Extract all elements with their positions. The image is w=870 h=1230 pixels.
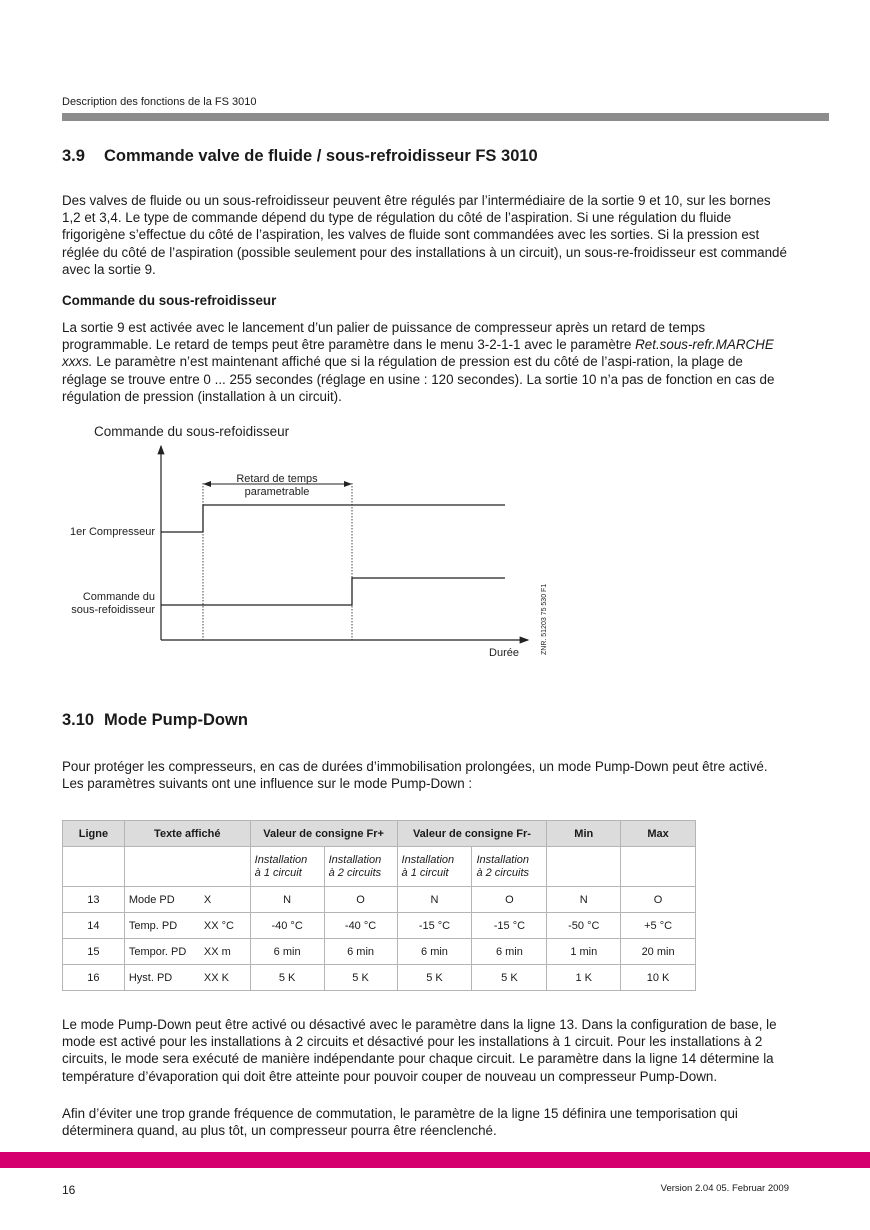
x-axis-label: Durée xyxy=(489,647,519,659)
table-cell xyxy=(472,965,547,991)
table-cell xyxy=(324,965,397,991)
line-number: 16 xyxy=(87,971,100,984)
table-row xyxy=(63,887,696,913)
delay-label: parametrable xyxy=(244,486,310,498)
delay-label: Retard de temps xyxy=(236,473,318,485)
table-row xyxy=(63,939,696,965)
table-cell xyxy=(621,939,696,965)
table-cell xyxy=(397,913,472,939)
table-cell xyxy=(547,965,621,991)
column-header: Texte affiché xyxy=(124,821,250,847)
section-title: Commande valve de fluide / sous-refroidisseur FS 3010 xyxy=(104,147,538,165)
display-unit: XX m xyxy=(203,945,231,958)
value-frp1: 6 min xyxy=(273,945,301,958)
table-cell xyxy=(547,939,621,965)
table-cell xyxy=(124,939,250,965)
text: Installation xyxy=(401,853,455,866)
value-frm1: 5 K xyxy=(426,971,443,984)
line-number: 15 xyxy=(87,945,100,958)
text: Installation xyxy=(254,853,308,866)
table-cell xyxy=(324,887,397,913)
table-cell xyxy=(547,887,621,913)
section-title: Mode Pump-Down xyxy=(104,711,248,729)
table-cell xyxy=(124,965,250,991)
version-info: Version 2.04 05. Februar 2009 xyxy=(660,1183,789,1194)
section-heading-3-10 xyxy=(62,711,248,730)
section-number: 3.10 xyxy=(62,711,95,729)
display-unit: XX °C xyxy=(203,919,234,932)
table-cell xyxy=(324,939,397,965)
value-frm2: -15 °C xyxy=(493,919,526,932)
table-cell xyxy=(621,887,696,913)
table-cell xyxy=(250,965,324,991)
table-cell xyxy=(63,939,125,965)
table-cell xyxy=(63,965,125,991)
paragraph-subcooler xyxy=(62,319,788,405)
value-frm2: O xyxy=(505,893,514,906)
line-number: 14 xyxy=(87,919,100,932)
paragraph-pumpdown-details: Le mode Pump-Down peut être activé ou désactivé avec le paramètre dans la ligne 13. Dans la configuration de base, le mode est activé pour les installations à 2 circuits et désactivé pour les installations à 1 circuit. Pour les installations à 2 circuits, le mode sera exécuté de manière indépendante pour chaque circuit. Le paramètre dans la ligne 14 détermine la température d’évaporation qui doit être atteinte pour pouvoir couper de nouveau un compresseur Pump-Down. xyxy=(62,1017,777,1084)
table-header-row xyxy=(63,821,696,847)
display-unit: X xyxy=(203,893,212,906)
text: à 1 circuit xyxy=(401,866,449,879)
section-number: 3.9 xyxy=(62,147,85,165)
table-cell xyxy=(472,913,547,939)
table-subheader-row xyxy=(63,847,696,887)
section-heading-3-9 xyxy=(62,147,538,166)
table-row xyxy=(63,913,696,939)
value-min: 1 min xyxy=(570,945,598,958)
table-cell xyxy=(124,887,250,913)
display-text: Temp. PD xyxy=(128,919,178,932)
value-max: 20 min xyxy=(641,945,675,958)
table-cell xyxy=(63,913,125,939)
footer-accent-bar xyxy=(0,1152,870,1168)
column-header: Min xyxy=(547,821,621,847)
table-cell xyxy=(621,965,696,991)
text: à 2 circuits xyxy=(328,866,382,879)
text: à 1 circuit xyxy=(254,866,302,879)
column-header: Ligne xyxy=(63,821,125,847)
subcooler-label: sous-refoidisseur xyxy=(71,604,155,616)
compressor-label: 1er Compresseur xyxy=(70,526,155,538)
text: La sortie 9 est activée avec le lancement d’un palier de puissance de compresseur après un retard de temps programmable. Le retard de temps peut être paramètre dans le menu 3-2-1-1 avec le paramètre xyxy=(62,320,706,353)
text: Installation xyxy=(328,853,382,866)
value-frp2: 5 K xyxy=(352,971,369,984)
empty-cell xyxy=(547,847,621,887)
empty-cell xyxy=(124,847,250,887)
value-frp1: N xyxy=(283,893,292,906)
table-cell xyxy=(472,939,547,965)
paragraph-pumpdown-intro: Pour protéger les compresseurs, en cas de durées d’immobilisation prolongées, un mode Pump-Down peut être activé. Les paramètres suivants ont une influence sur le mode Pump-Down : xyxy=(62,759,768,792)
value-frm1: 6 min xyxy=(421,945,448,958)
table-cell xyxy=(250,913,324,939)
subcooler-label: Commande du xyxy=(82,591,155,603)
value-max: O xyxy=(653,893,663,906)
drawing-reference: ZNR. 51203 75 530 F1 xyxy=(541,583,548,655)
value-min: N xyxy=(579,893,588,906)
table-cell xyxy=(250,887,324,913)
compressor-signal xyxy=(161,505,505,532)
value-min: 1 K xyxy=(575,971,593,984)
paragraph-pumpdown-timer: Afin d’éviter une trop grande fréquence de commutation, le paramètre de la ligne 15 définira une temporisation qui déterminera quand, au plus tôt, un compresseur pourra être réenclenché. xyxy=(62,1106,738,1139)
subheader-cell xyxy=(250,847,324,887)
subcooler-signal xyxy=(161,578,505,605)
table-cell xyxy=(472,887,547,913)
value-frp1: -40 °C xyxy=(271,919,303,932)
parameter-name: Ret.sous-refr.MARCHE xxxs. xyxy=(62,337,774,370)
pumpdown-parameter-table xyxy=(62,820,696,991)
value-frm1: -15 °C xyxy=(418,919,451,932)
value-frp2: -40 °C xyxy=(344,919,377,932)
subheader-cell xyxy=(472,847,547,887)
display-text: Mode PD xyxy=(128,893,175,906)
subheading: Commande du sous-refroidisseur xyxy=(62,293,277,308)
timing-diagram xyxy=(0,415,870,675)
empty-cell xyxy=(63,847,125,887)
column-header: Max xyxy=(621,821,696,847)
display-unit: XX K xyxy=(203,971,229,984)
display-text: Tempor. PD xyxy=(128,945,187,958)
diagram-title: Commande du sous-refoidisseur xyxy=(94,424,290,439)
value-frp1: 5 K xyxy=(278,971,296,984)
table-cell xyxy=(63,887,125,913)
line-number: 13 xyxy=(87,893,100,906)
text: Installation xyxy=(476,853,530,866)
text: Le paramètre n’est maintenant affiché que si la régulation de pression est du côté de l’aspi-ration, la plage de réglage se trouve entre 0 ... 255 secondes (réglage en usine : 120 secondes). La sortie 10 n’a pas de fonction en cas de régulation de pression (installation à un circuit). xyxy=(62,354,775,404)
value-frp2: O xyxy=(356,893,365,906)
table-cell xyxy=(621,913,696,939)
empty-cell xyxy=(621,847,696,887)
page-number: 16 xyxy=(62,1183,76,1197)
paragraph-intro: Des valves de fluide ou un sous-refroidisseur peuvent être régulés par l’intermédiaire de la sortie 9 et 10, sur les bornes 1,2 et 3,4. Le type de commande dépend du type de régulation du côté de l’aspiration. Si une régulation du fluide frigorigène s’effectue du côté de l’aspiration, les valves de fluide sont commandées avec les sorties. Si la pression est réglée du côté de l’aspiration (possible seulement pour des installations à un circuit), un sous-re-froidisseur est commandé avec la sortie 9. xyxy=(62,193,787,277)
header-rule xyxy=(62,113,829,121)
value-min: -50 °C xyxy=(568,919,600,932)
table-cell xyxy=(324,913,397,939)
value-max: 10 K xyxy=(646,971,670,984)
table-cell xyxy=(547,913,621,939)
table-cell xyxy=(397,887,472,913)
column-header: Valeur de consigne Fr+ xyxy=(250,821,397,847)
subheader-cell xyxy=(324,847,397,887)
table-cell xyxy=(124,913,250,939)
subheader-cell xyxy=(397,847,472,887)
display-text: Hyst. PD xyxy=(128,971,173,984)
table-cell xyxy=(397,939,472,965)
value-frm2: 6 min xyxy=(495,945,523,958)
value-max: +5 °C xyxy=(644,919,673,932)
value-frp2: 6 min xyxy=(347,945,375,958)
value-frm1: N xyxy=(430,893,439,906)
table-row xyxy=(63,965,696,991)
table-cell xyxy=(397,965,472,991)
running-header: Description des fonctions de la FS 3010 xyxy=(62,96,257,108)
value-frm2: 5 K xyxy=(501,971,518,984)
text: à 2 circuits xyxy=(476,866,530,879)
table-cell xyxy=(250,939,324,965)
column-header: Valeur de consigne Fr- xyxy=(397,821,547,847)
